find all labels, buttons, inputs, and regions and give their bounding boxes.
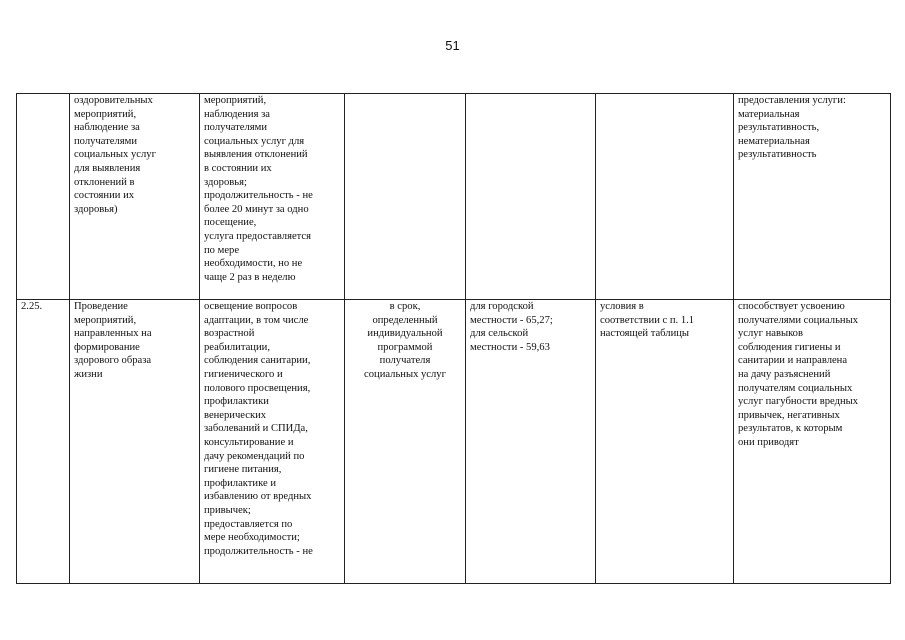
row-number-cell [17,94,70,300]
row-number-cell: 2.25. [17,300,70,584]
service-term-cell [345,94,466,300]
page-number: 51 [445,38,460,53]
table-row [17,300,891,584]
conditions-cell [596,94,734,300]
tariff-cell [466,94,596,300]
service-name-cell: Проведение мероприятий, направленных на формирование здорового образа жизни [70,300,200,584]
tariff-cell: для городской местности - 65,27; для сельской местности - 59,63 [466,300,596,584]
service-description-cell: освещение вопросов адаптации, в том числе возрастной реабилитации, соблюдения санитарии, гигиенического и полового просвещения, профилактики венерических заболеваний и СПИДа, консультирование и дачу рекомендаций по гигиене питания, профилактике и избавлению от вредных привычек; предоставляется по мере необходимости; продолжительность - не [200,300,345,584]
indicators-cell: предоставления услуги: материальная результативность, нематериальная результативность [734,94,891,300]
service-name-cell: оздоровительных мероприятий, наблюдение за получателями социальных услуг для выявления отклонений в состоянии их здоровья) [70,94,200,300]
service-description-cell: мероприятий, наблюдения за получателями социальных услуг для выявления отклонений в состоянии их здоровья; продолжительность - не более 20 минут за одно посещение, услуга предоставляется по мере необходимости, но не чаще 2 раз в неделю [200,94,345,300]
service-term-cell: в срок, определенный индивидуальной программой получателя социальных услуг [345,300,466,584]
table-row [17,94,891,300]
indicators-cell: способствует усвоению получателями социальных услуг навыков соблюдения гигиены и санитарии и направлена на дачу разъяснений получателям социальных услуг пагубности вредных привычек, негативных результатов, к которым они приводят [734,300,891,584]
services-table [16,93,891,584]
conditions-cell: условия в соответствии с п. 1.1 настоящей таблицы [596,300,734,584]
